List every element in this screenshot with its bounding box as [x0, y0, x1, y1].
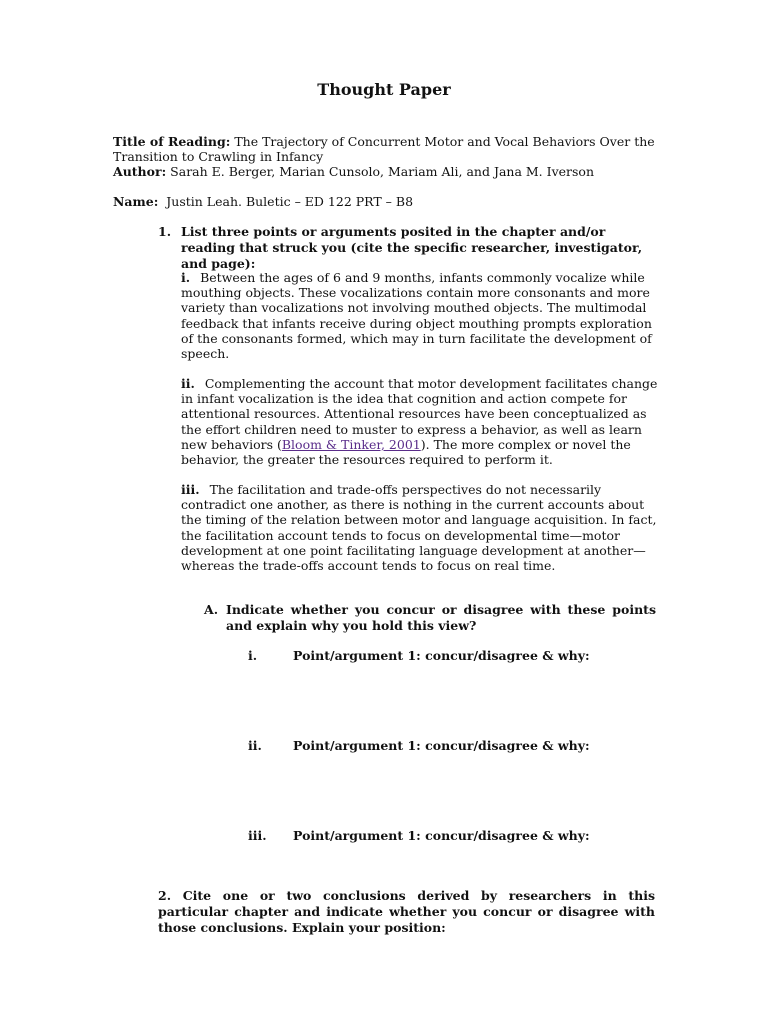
- author-value: Sarah E. Berger, Marian Cunsolo, Mariam Ali, and Jana M. Iverson: [170, 164, 594, 179]
- citation-link[interactable]: Bloom & Tinker, 2001: [281, 436, 421, 452]
- name-line: [113, 194, 673, 209]
- point-3: [181, 482, 659, 573]
- name-value: Justin Leah. Buletic – ED 122 PRT – B8: [166, 194, 414, 209]
- title-of-reading-line2: Transition to Crawling in Infancy: [113, 149, 324, 164]
- title-of-reading-label: Title of Reading:: [113, 134, 231, 149]
- subquestion-3-text: Point/argument 1: concur/disagree & why:: [293, 828, 590, 843]
- question-a: [204, 602, 656, 634]
- author-label: Author:: [113, 164, 167, 179]
- point-1-text: Between the ages of 6 and 9 months, infants commonly vocalize while mouthing objects. These vocalizations contain more consonants and more variety than vocalizations not involving mouthed objects. The multimodal feedback that infants receive during object mouthing prompts exploration of the consonants formed, which may in turn facilitate the development of speech.: [181, 270, 652, 362]
- title-of-reading-line1: The Trajectory of Concurrent Motor and Vocal Behaviors Over the: [234, 134, 655, 149]
- question-a-text: Indicate whether you concur or disagree with these points and explain why you hold this view?: [226, 602, 656, 633]
- title-of-reading: [113, 134, 673, 164]
- point-3-text: The facilitation and trade-offs perspectives do not necessarily contradict one another, as there is nothing in the current accounts about the timing of the relation between motor and language acquisition. In fact, the facilitation account tends to focus on developmental time—motor development at one point facilitating language development at another—whereas the trade-offs account tends to focus on real time.: [181, 482, 657, 574]
- subquestion-3-numeral: iii.: [248, 828, 267, 843]
- point-2-text-after: ). The more complex or novel the behavior, the greater the resources required to perform it.: [181, 436, 631, 468]
- subquestion-2-text: Point/argument 1: concur/disagree & why:: [293, 738, 590, 753]
- point-1-numeral: i.: [181, 270, 191, 285]
- question-1-text: List three points or arguments posited in the chapter and/or reading that struck you (cite the specific researcher, investigator, and page):: [181, 224, 643, 271]
- name-label: Name:: [113, 194, 159, 209]
- point-2-text-before: Complementing the account that motor development facilitates change in infant vocalization is the idea that cognition and action compete for attentional resources. Attentional resources have been conceptualized as the effort children need to muster to express a behavior, as well as learn new behaviors (: [181, 376, 658, 452]
- author-line: [113, 164, 673, 179]
- page-title: Thought Paper: [317, 80, 451, 99]
- point-3-numeral: iii.: [181, 482, 200, 497]
- question-1-number: 1.: [158, 224, 172, 239]
- question-1: [158, 224, 658, 272]
- point-1: [181, 270, 659, 361]
- point-2-numeral: ii.: [181, 376, 195, 391]
- point-2: [181, 376, 659, 467]
- subquestion-2-numeral: ii.: [248, 738, 262, 753]
- subquestion-1-numeral: i.: [248, 648, 258, 663]
- question-2: 2. Cite one or two conclusions derived by researchers in this particular chapter and indicate whether you concur or disagree with those conclusions. Explain your position:: [158, 888, 655, 935]
- subquestion-1-text: Point/argument 1: concur/disagree & why:: [293, 648, 590, 663]
- question-a-letter: A.: [204, 602, 219, 617]
